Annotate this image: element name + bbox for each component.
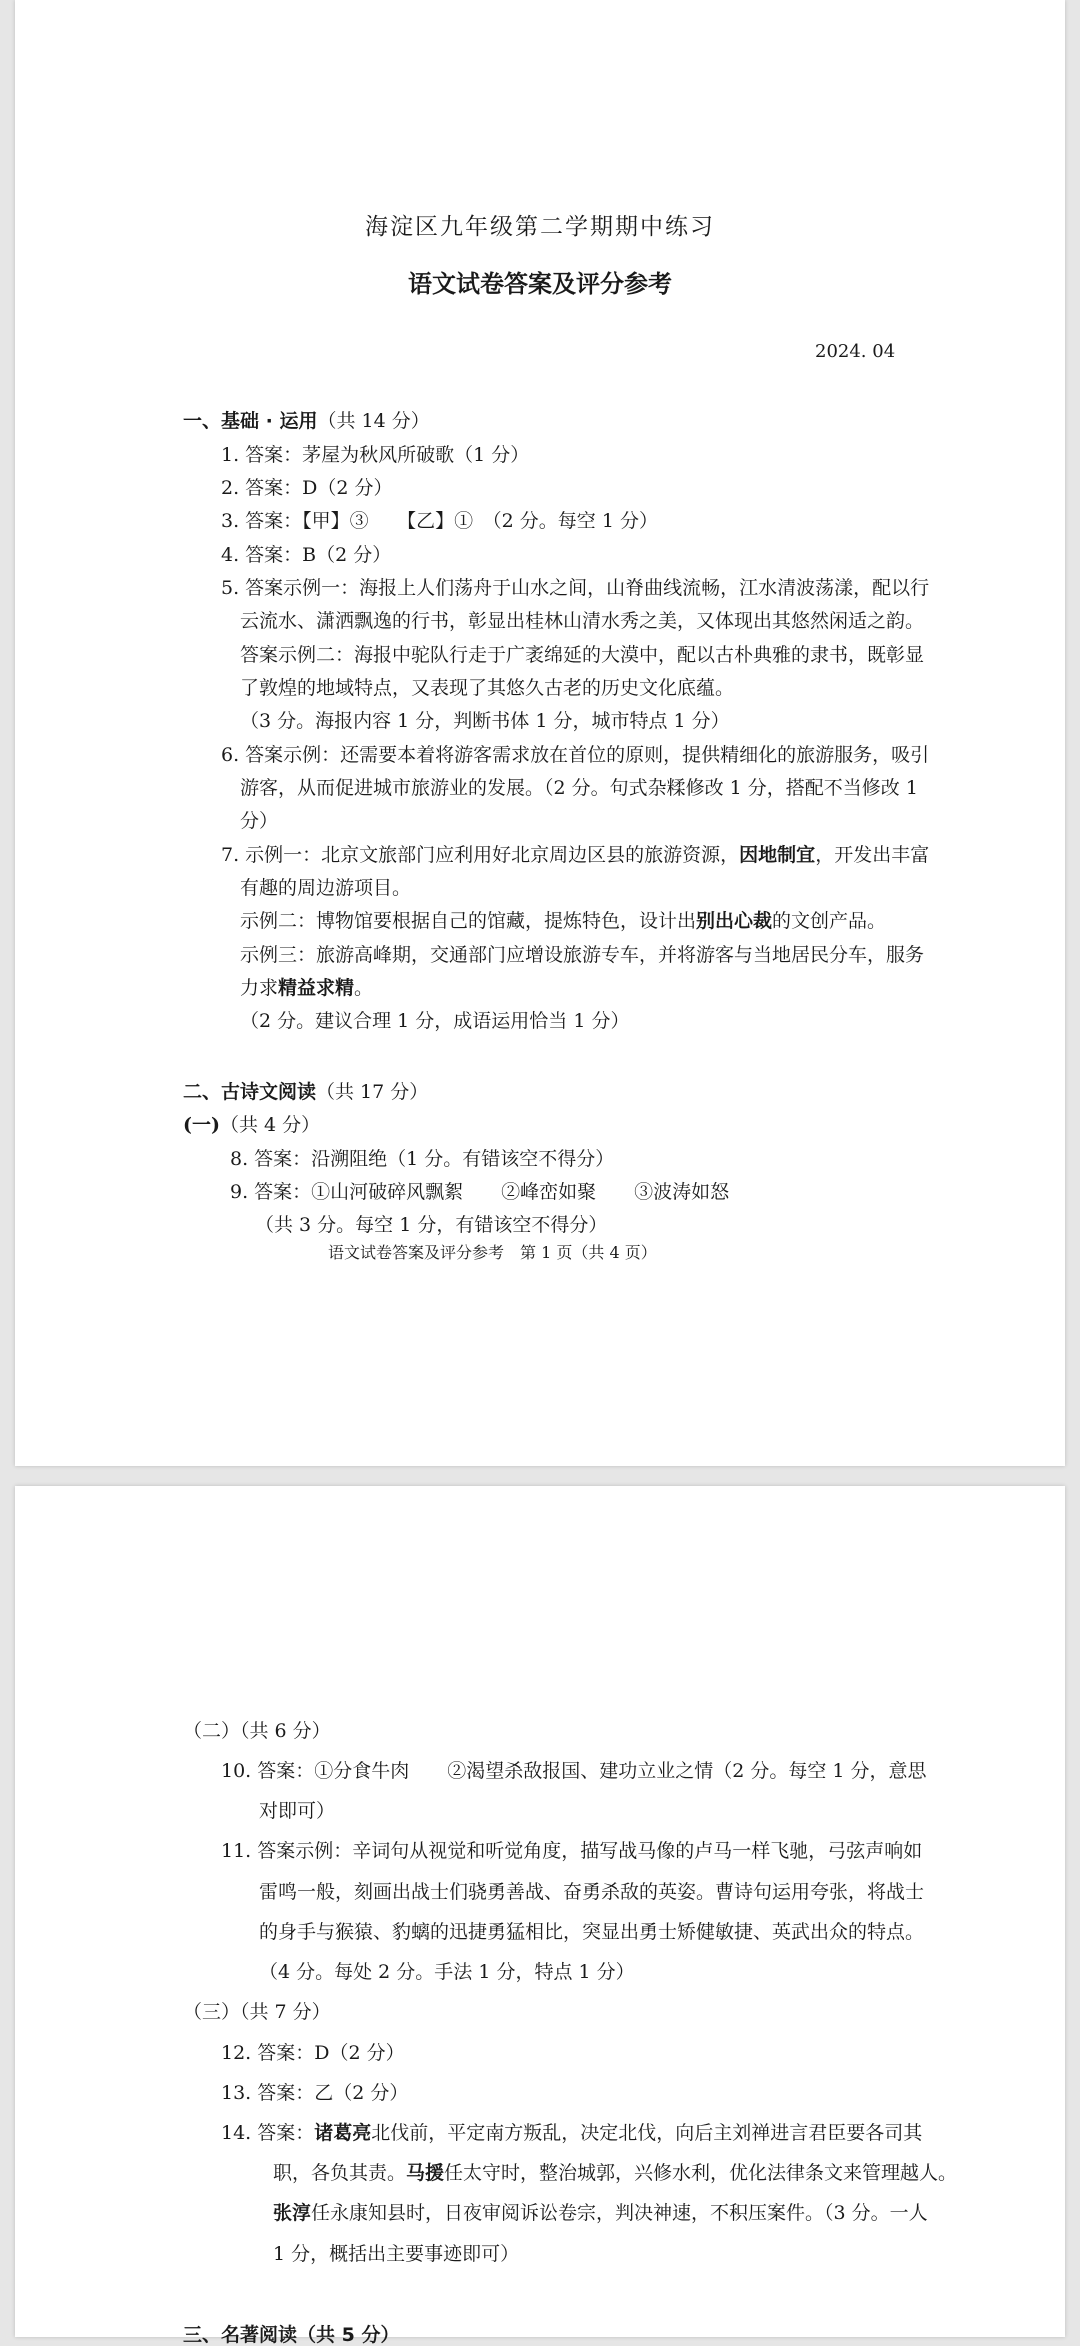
answer-q14-line3 [273,2202,928,2224]
doc-title: 海淀区九年级第二学期期中练习 [365,214,715,240]
answer-q6-line3: 分） [240,810,279,832]
q7-text: 力求 [240,977,279,999]
q7-idiom-2: 别出心裁 [696,910,773,932]
answer-q14-line1 [221,2122,922,2144]
subsection-1-title: (一) [183,1114,220,1136]
section-1-title: 一、基础 · 运用 [183,410,318,432]
section-2-heading [183,1081,428,1103]
document-page-1 [15,0,1065,1466]
answer-q7-line6: （2 分。建议合理 1 分，成语运用恰当 1 分） [240,1010,630,1032]
answer-q4: 4. 答案：B（2 分） [221,544,392,566]
q7-text: 。 [354,977,374,999]
q14-name-1: 诸葛亮 [314,2122,372,2144]
answer-q5-line2: 云流水、潇洒飘逸的行书，彰显出桂林山清水秀之美，又体现出其悠然闲适之韵。 [240,610,925,632]
q7-idiom-3: 精益求精 [278,977,355,999]
q14-name-2: 马援 [406,2162,445,2184]
answer-q5-line1: 5. 答案示例一：海报上人们荡舟于山水之间，山脊曲线流畅，江水清波荡漾，配以行 [221,577,930,599]
q7-text: ，开发出丰富 [815,844,930,866]
doc-subtitle: 语文试卷答案及评分参考 [408,270,672,298]
subsection-1-heading [183,1114,320,1136]
answer-q10-line1: 10. 答案：①分食牛肉 ②渴望杀敌报国、建功立业之情（2 分。每空 1 分，意思 [221,1760,927,1782]
answer-q7-line4: 示例三：旅游高峰期，交通部门应增设旅游专车，并将游客与当地居民分车，服务 [240,944,925,966]
answer-q5-line5: （3 分。海报内容 1 分，判断书体 1 分，城市特点 1 分） [240,710,730,732]
q7-text: 示例二：博物馆要根据自己的馆藏，提炼特色，设计出 [240,910,697,932]
q14-name-3: 张淳 [273,2202,312,2224]
q14-text: 任永康知县时，日夜审阅诉讼卷宗，判决神速，不积压案件。（3 分。一人 [311,2202,928,2224]
answer-q1: 1. 答案：茅屋为秋风所破歌（1 分） [221,444,530,466]
subsection-3-heading: （三）（共 7 分） [183,2001,331,2023]
answer-q11-line2: 雷鸣一般，刻画出战士们骁勇善战、奋勇杀敌的英姿。曹诗句运用夸张，将战士 [259,1881,925,1903]
answer-q7-line1 [221,844,929,866]
answer-q7-line2: 有趣的周边游项目。 [240,877,412,899]
answer-q5-line4: 了敦煌的地域特点，又表现了其悠久古老的历史文化底蕴。 [240,677,735,699]
section-2-title: 二、古诗文阅读 [183,1081,317,1103]
subsection-2-heading: （二）（共 6 分） [183,1720,331,1742]
answer-q14-line4: 1 分，概括出主要事迹即可） [273,2243,520,2265]
answer-q10-line2: 对即可） [259,1800,336,1822]
q14-text: 14. 答案： [221,2122,315,2144]
section-3-heading-partial: 三、名著阅读（共 5 分） [183,2324,400,2346]
q7-idiom-1: 因地制宜 [739,844,816,866]
answer-q13: 13. 答案：乙（2 分） [221,2082,409,2104]
answer-q11-line4: （4 分。每处 2 分。手法 1 分，特点 1 分） [259,1961,635,1983]
section-1-heading [183,410,430,432]
answer-q6-line1: 6. 答案示例：还需要本着将游客需求放在首位的原则，提供精细化的旅游服务，吸引 [221,744,930,766]
q7-text: 7. 示例一：北京文旅部门应利用好北京周边区县的旅游资源， [221,844,740,866]
answer-q3: 3. 答案：【甲】③ 【乙】① （2 分。每空 1 分） [221,510,658,532]
page-footer: 语文试卷答案及评分参考 第 1 页（共 4 页） [328,1243,657,1262]
section-1-score: （共 14 分） [317,410,430,432]
answer-q9: 9. 答案：①山河破碎风飘絮 ②峰峦如聚 ③波涛如怒 [230,1181,730,1203]
q14-text: 北伐前，平定南方叛乱，决定北伐，向后主刘禅进言君臣要各司其 [371,2122,923,2144]
subsection-1-score: （共 4 分） [219,1114,321,1136]
doc-date: 2024. 04 [815,341,896,362]
answer-q7-line5 [240,977,373,999]
answer-q5-line3: 答案示例二：海报中驼队行走于广袤绵延的大漠中，配以古朴典雅的隶书，既彰显 [240,644,925,666]
answer-q7-line3 [240,910,886,932]
q14-text: 任太守时，整治城郭，兴修水利，优化法律条文来管理越人。 [444,2162,958,2184]
answer-q11-line1: 11. 答案示例：辛词句从视觉和听觉角度，描写战马像的卢马一样飞驰，弓弦声响如 [221,1840,923,1862]
q14-text: 职，各负其责。 [273,2162,407,2184]
answer-q8: 8. 答案：沿溯阻绝（1 分。有错该空不得分） [230,1148,615,1170]
section-2-score: （共 17 分） [316,1081,429,1103]
answer-q6-line2: 游客，从而促进城市旅游业的发展。（2 分。句式杂糅修改 1 分，搭配不当修改 1 [240,777,918,799]
answer-q11-line3: 的身手与猴猿、豹螭的迅捷勇猛相比，突显出勇士矫健敏捷、英武出众的特点。 [259,1921,925,1943]
q7-text: 的文创产品。 [772,910,887,932]
answer-q14-line2 [273,2162,957,2184]
document-page-2 [15,1486,1065,2346]
answer-q2: 2. 答案：D（2 分） [221,477,393,499]
answer-q12: 12. 答案：D（2 分） [221,2042,405,2064]
answer-q9-note: （共 3 分。每空 1 分，有错该空不得分） [255,1214,608,1236]
